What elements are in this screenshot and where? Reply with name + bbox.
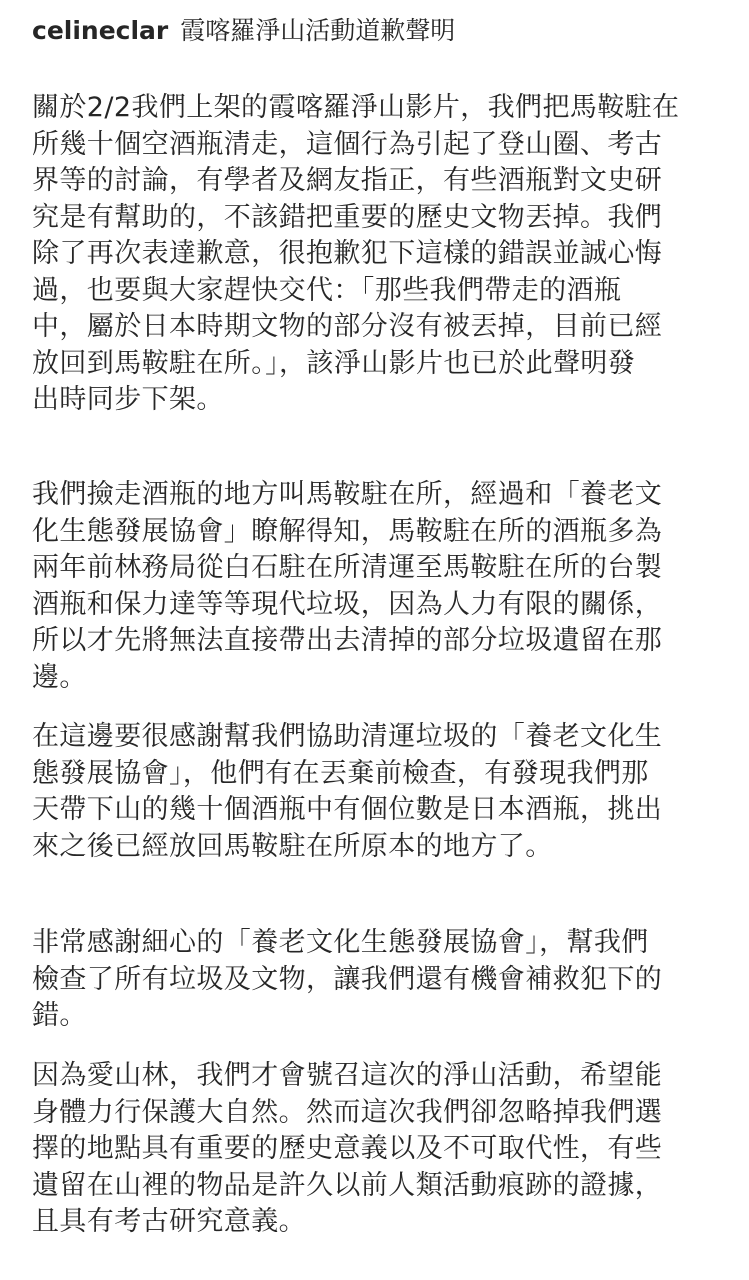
text-line: 過，也要與大家趕快交代：「那些我們帶走的酒瓶 (32, 274, 622, 306)
text-line: 所以才先將無法直接帶出去清掉的部分垃圾遺留在那 (32, 625, 663, 656)
text-line: 邊。 (32, 661, 87, 693)
text-line: 界等的討論，有學者及網友指正，有些酒瓶對文史研 (32, 165, 663, 196)
text-line: 且具有考古研究意義。 (32, 1206, 306, 1237)
paragraph-2 (32, 477, 662, 696)
post-title: 霞喀羅淨山活動道歉聲明 (180, 16, 456, 45)
text-line: 遺留在山裡的物品是許久以前人類活動痕跡的證據， (32, 1169, 663, 1201)
text-line: 擇的地點具有重要的歷史意義以及不可取代性，有些 (32, 1133, 663, 1164)
text-line: 關於2/2我們上架的霞喀羅淨山影片，我們把馬鞍駐在 (32, 92, 680, 123)
text-line: 檢查了所有垃圾及文物，讓我們還有機會補救犯下的 (32, 963, 663, 995)
text-line: 錯。 (32, 1000, 87, 1031)
text-line: 所幾十個空酒瓶清走，這個行為引起了登山圈、考古 (32, 128, 663, 160)
post-caption (32, 12, 722, 1237)
username-link[interactable]: celineclar (32, 16, 169, 45)
text-line: 酒瓶和保力達等等現代垃圾，因為人力有限的關係， (32, 588, 663, 620)
text-line: 中，屬於日本時期文物的部分沒有被丟掉，目前已經 (32, 311, 663, 342)
paragraph-5 (32, 1058, 662, 1241)
text-line: 在這邊要很感謝幫我們協助清運垃圾的「養老文化生 (32, 721, 663, 752)
text-line: 身體力行保護大自然。然而這次我們卻忽略掉我們選 (32, 1096, 663, 1128)
paragraph-1 (32, 90, 679, 419)
text-line: 態發展協會」，他們有在丟棄前檢查，有發現我們那 (32, 757, 649, 789)
caption-header (32, 12, 722, 50)
text-line: 放回到馬鞍駐在所。」，該淨山影片也已於此聲明發 (32, 347, 636, 379)
text-line: 因為愛山林，我們才會號召這次的淨山活動，希望能 (32, 1060, 663, 1091)
text-line: 兩年前林務局從白石駐在所清運至馬鞍駐在所的台製 (32, 552, 663, 583)
paragraph-4 (32, 925, 662, 1035)
text-line: 究是有幫助的，不該錯把重要的歷史文物丟掉。我們 (32, 201, 663, 233)
text-line: 我們撿走酒瓶的地方叫馬鞍駐在所，經過和「養老文 (32, 479, 663, 510)
text-line: 來之後已經放回馬鞍駐在所原本的地方了。 (32, 830, 553, 862)
text-line: 天帶下山的幾十個酒瓶中有個位數是日本酒瓶，挑出 (32, 794, 663, 825)
text-line: 非常感謝細心的「養老文化生態發展協會」，幫我們 (32, 927, 649, 958)
paragraph-3 (32, 719, 662, 865)
text-line: 除了再次表達歉意，很抱歉犯下這樣的錯誤並誠心悔 (32, 238, 663, 269)
text-line: 出時同步下架。 (32, 384, 224, 415)
text-line: 化生態發展協會」瞭解得知，馬鞍駐在所的酒瓶多為 (32, 515, 663, 547)
